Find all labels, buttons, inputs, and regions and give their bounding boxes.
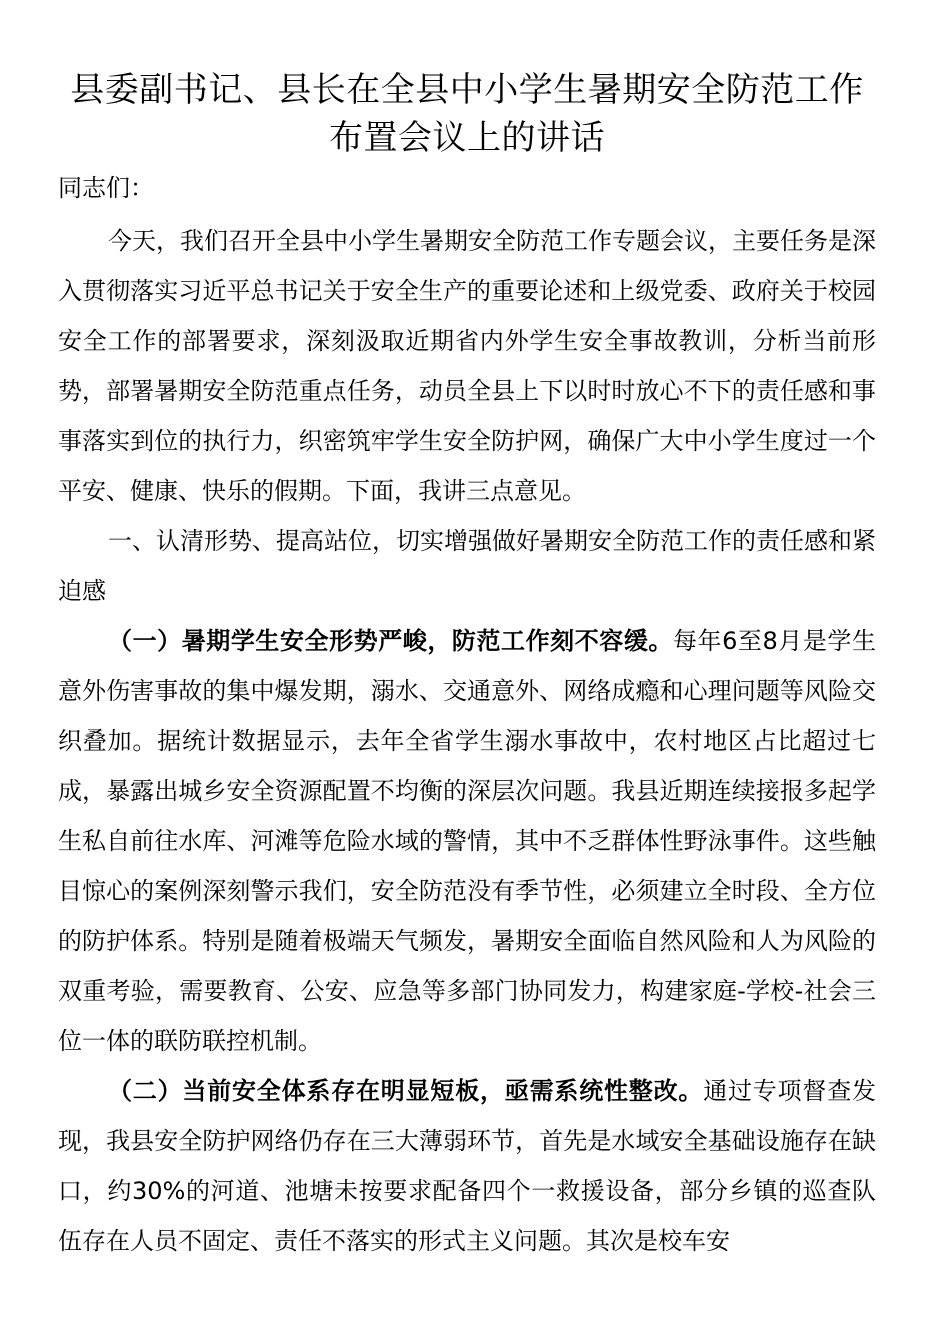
- document-page: [58, 66, 876, 1266]
- document-title: [58, 66, 876, 162]
- subsection-2-body: 通过专项督查发现，我县安全防护网络仍存在三大薄弱环节，首先是水域安全基础设施存在缺口，约30%的河道、池塘未按要求配备四个一救援设备，部分乡镇的巡查队伍存在人员不固定、责任不落实的形式主义问题。其次是校车安: [58, 1077, 877, 1255]
- subsection-1-lead: （一）暑期学生安全形势严峻，防范工作刻不容缓。: [108, 627, 673, 655]
- title-line-1: 县委副书记、县长在全县中小学生暑期安全防范工作: [70, 70, 864, 110]
- salutation: 同志们：: [58, 174, 154, 202]
- section-1-heading: 一、认清形势、提高站位，切实增强做好暑期安全防范工作的责任感和紧迫感: [58, 527, 876, 605]
- subsection-1-body: 每年6至8月是学生意外伤害事故的集中爆发期，溺水、交通意外、网络成瘾和心理问题等风险交织叠加。据统计数据显示，去年全省学生溺水事故中，农村地区占比超过七成，暴露出城乡安全资源配置不均衡的深层次问题。我县近期连续接报多起学生私自前往水库、河滩等危险水域的警情，其中不乏群体性野泳事件。这些触目惊心的案例深刻警示我们，安全防范没有季节性，必须建立全时段、全方位的防护体系。特别是随着极端天气频发，暑期安全面临自然风险和人为风险的双重考验，需要教育、公安、应急等多部门协同发力，构建家庭-学校-社会三位一体的联防联控机制。: [58, 627, 876, 1055]
- subsection-1-paragraph: [58, 616, 876, 1066]
- title-line-2: 布置会议上的讲话: [329, 118, 605, 158]
- subsection-2-lead: （二）当前安全体系存在明显短板，亟需系统性整改。: [108, 1077, 704, 1105]
- intro-paragraph: 今天，我们召开全县中小学生暑期安全防范工作专题会议，主要任务是深入贯彻落实习近平总书记关于安全生产的重要论述和上级党委、政府关于校园安全工作的部署要求，深刻汲取近期省内外学生安全事故教训，分析当前形势，部署暑期安全防范重点任务，动员全县上下以时时放心不下的责任感和事事落实到位的执行力，织密筑牢学生安全防护网，确保广大中小学生度过一个平安、健康、快乐的假期。下面，我讲三点意见。: [58, 227, 876, 505]
- subsection-2-paragraph: [58, 1066, 876, 1266]
